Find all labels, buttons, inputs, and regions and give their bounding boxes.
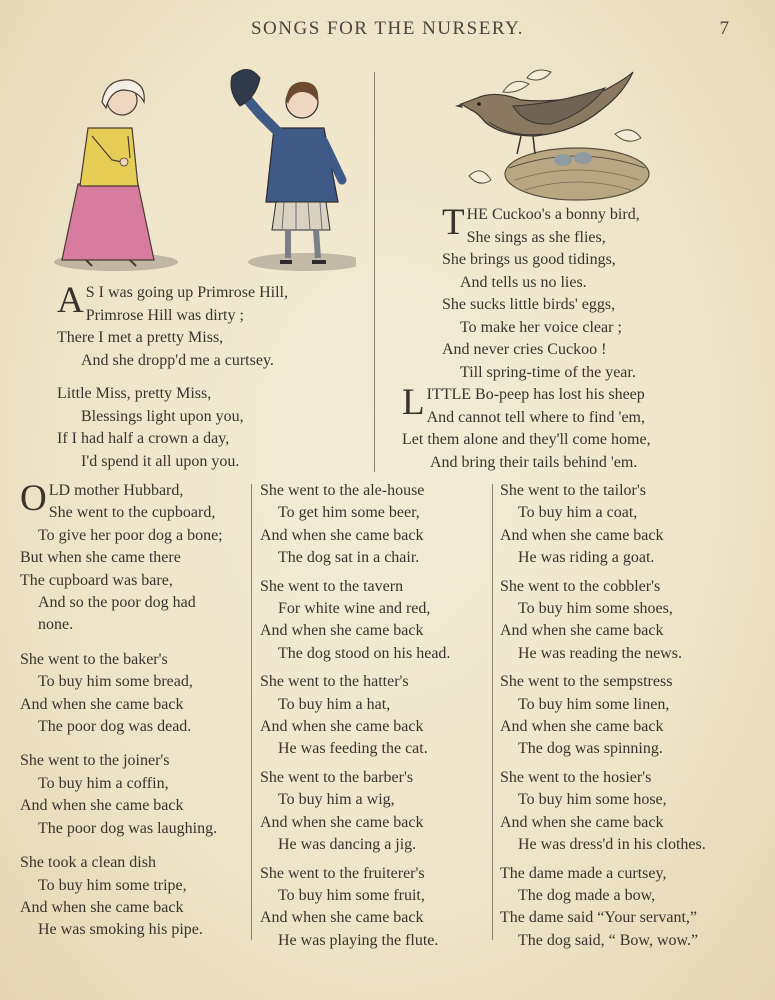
poem-line: He was reading the news. [518, 644, 682, 662]
cuckoo-bird-illustration [455, 64, 660, 204]
poem-line: She went to the tavern [260, 577, 404, 595]
poem-line: She went to the cobbler's [500, 577, 661, 595]
stanza [500, 767, 760, 857]
hubbard-column-1 [20, 480, 252, 948]
poem-line: He was playing the flute. [278, 931, 439, 949]
poem-line: He was dress'd in his clothes. [518, 836, 706, 854]
poem-line: She went to the fruiterer's [260, 864, 425, 882]
poem-line: And so the poor dog had [38, 594, 196, 612]
poem-line: The dog made a bow, [518, 886, 656, 904]
cuckoo-poem [442, 202, 640, 384]
poem-line: He was dancing a jig. [278, 836, 417, 854]
poem-line: He was smoking his pipe. [38, 921, 203, 939]
stanza [20, 480, 252, 637]
poem-line: And when she came back [500, 718, 664, 736]
poem-line: To buy him some tripe, [38, 876, 187, 894]
hubbard-column-2 [260, 480, 492, 958]
poem-line: And when she came back [260, 622, 424, 640]
stanza [260, 576, 492, 666]
drop-cap: A [57, 280, 84, 321]
stanza [260, 480, 492, 570]
poem-line: The cupboard was bare, [20, 571, 173, 589]
poem-line: To buy him some shoes, [518, 600, 673, 618]
poem-line: She took a clean dish [20, 854, 156, 872]
drop-cap: O [20, 478, 47, 519]
poem-line: And tells us no lies. [460, 273, 587, 291]
poem-line: And when she came back [20, 797, 184, 815]
poem-line: To buy him some hose, [518, 791, 667, 809]
poem-line: To make her voice clear ; [460, 318, 622, 336]
poem-line: none. [38, 616, 74, 634]
stanza [20, 649, 252, 739]
poem-line: She brings us good tidings, [442, 251, 616, 268]
poem-line: And when she came back [20, 695, 184, 713]
stanza [20, 750, 252, 840]
poem-line: To get him some beer, [278, 504, 420, 522]
poem-line: To buy him some bread, [38, 673, 193, 691]
drop-cap: L [402, 382, 425, 423]
poem-line: The dog was spinning. [518, 740, 663, 758]
poem-line: S I was going up Primrose Hill, [85, 284, 288, 301]
poem-line: Let them alone and they'll come home, [402, 431, 651, 448]
poem-line: And she dropp'd me a curtsey. [81, 351, 274, 369]
poem-line: If I had half a crown a day, [57, 430, 230, 447]
poem-line: She went to the cupboard, [48, 504, 216, 522]
poem-line: LD mother Hubbard, [48, 482, 184, 499]
stanza [260, 671, 492, 761]
stanza [260, 863, 492, 953]
poem-line: For white wine and red, [278, 600, 431, 618]
poem-line: The poor dog was laughing. [38, 819, 218, 837]
stanza [20, 852, 252, 942]
stanza [260, 767, 492, 857]
poem-line: She went to the hatter's [260, 673, 409, 691]
stanza [500, 671, 760, 761]
stanza [500, 576, 760, 666]
column-divider-top [374, 72, 375, 472]
poem-line: She went to the baker's [20, 650, 168, 668]
poem-line: The dog sat in a chair. [278, 549, 420, 567]
poem-line: To buy him some fruit, [278, 886, 425, 904]
stanza [500, 863, 760, 953]
poem-line: She went to the ale-house [260, 482, 425, 499]
poem-line: And when she came back [260, 718, 424, 736]
poem-line: And when she came back [500, 526, 664, 544]
poem-line: Blessings light upon you, [81, 407, 244, 425]
poem-line: And when she came back [500, 813, 664, 831]
poem-line: ITTLE Bo-peep has lost his sheep [426, 386, 645, 403]
column-divider-right [492, 484, 493, 940]
poem-line: She went to the hosier's [500, 768, 652, 786]
poem-line: And when she came back [500, 622, 664, 640]
poem-line: To buy him some linen, [518, 695, 670, 713]
poem-line: To buy him a hat, [278, 695, 391, 713]
poem-line: And when she came back [20, 898, 184, 916]
drop-cap: T [442, 202, 465, 243]
poem-line: HE Cuckoo's a bonny bird, [466, 206, 640, 223]
poem-line: I'd spend it all upon you. [81, 452, 240, 470]
poem-line: But when she came there [20, 549, 181, 567]
bo-peep-poem [402, 384, 651, 474]
poem-line: She went to the barber's [260, 768, 414, 786]
poem-line: To buy him a coat, [518, 504, 638, 522]
poem-line: He was riding a goat. [518, 549, 655, 567]
poem-line: And never cries Cuckoo ! [442, 341, 607, 358]
poem-line: And when she came back [260, 813, 424, 831]
page-number: 7 [719, 18, 729, 39]
girl-and-boy-illustration [26, 62, 356, 277]
poem-line: There I met a pretty Miss, [57, 329, 224, 346]
running-title: SONGS FOR THE NURSERY. [250, 18, 525, 39]
poem-line: And when she came back [260, 909, 424, 927]
poem-line: And bring their tails behind 'em. [430, 453, 638, 471]
poem-line: He was feeding the cat. [278, 740, 428, 758]
poem-line: The dame made a curtsey, [500, 864, 667, 882]
hubbard-column-3 [500, 480, 760, 958]
poem-line: To buy him a wig, [278, 791, 395, 809]
poem-line: She sings as she flies, [466, 228, 606, 246]
poem-line: The poor dog was dead. [38, 718, 192, 736]
poem-line: And when she came back [260, 526, 424, 544]
stanza [500, 480, 760, 570]
poem-line: She went to the tailor's [500, 482, 646, 499]
poem-line: Till spring-time of the year. [460, 363, 636, 381]
poem-line: She went to the sempstress [500, 673, 673, 691]
poem-line: She sucks little birds' eggs, [442, 296, 616, 313]
poem-line: To give her poor dog a bone; [38, 526, 223, 544]
poem-line: Little Miss, pretty Miss, [57, 385, 212, 402]
poem-line: Primrose Hill was dirty ; [85, 306, 244, 324]
poem-line: The dame said “Your servant,” [500, 909, 697, 927]
poem-line: And cannot tell where to find 'em, [426, 408, 645, 426]
poem-line: The dog said, “ Bow, wow.” [518, 931, 699, 949]
poem-line: To buy him a coffin, [38, 774, 169, 792]
primrose-hill-poem [57, 280, 288, 473]
page-header [0, 18, 775, 48]
poem-line: She went to the joiner's [20, 752, 170, 770]
poem-line: The dog stood on his head. [278, 644, 451, 662]
